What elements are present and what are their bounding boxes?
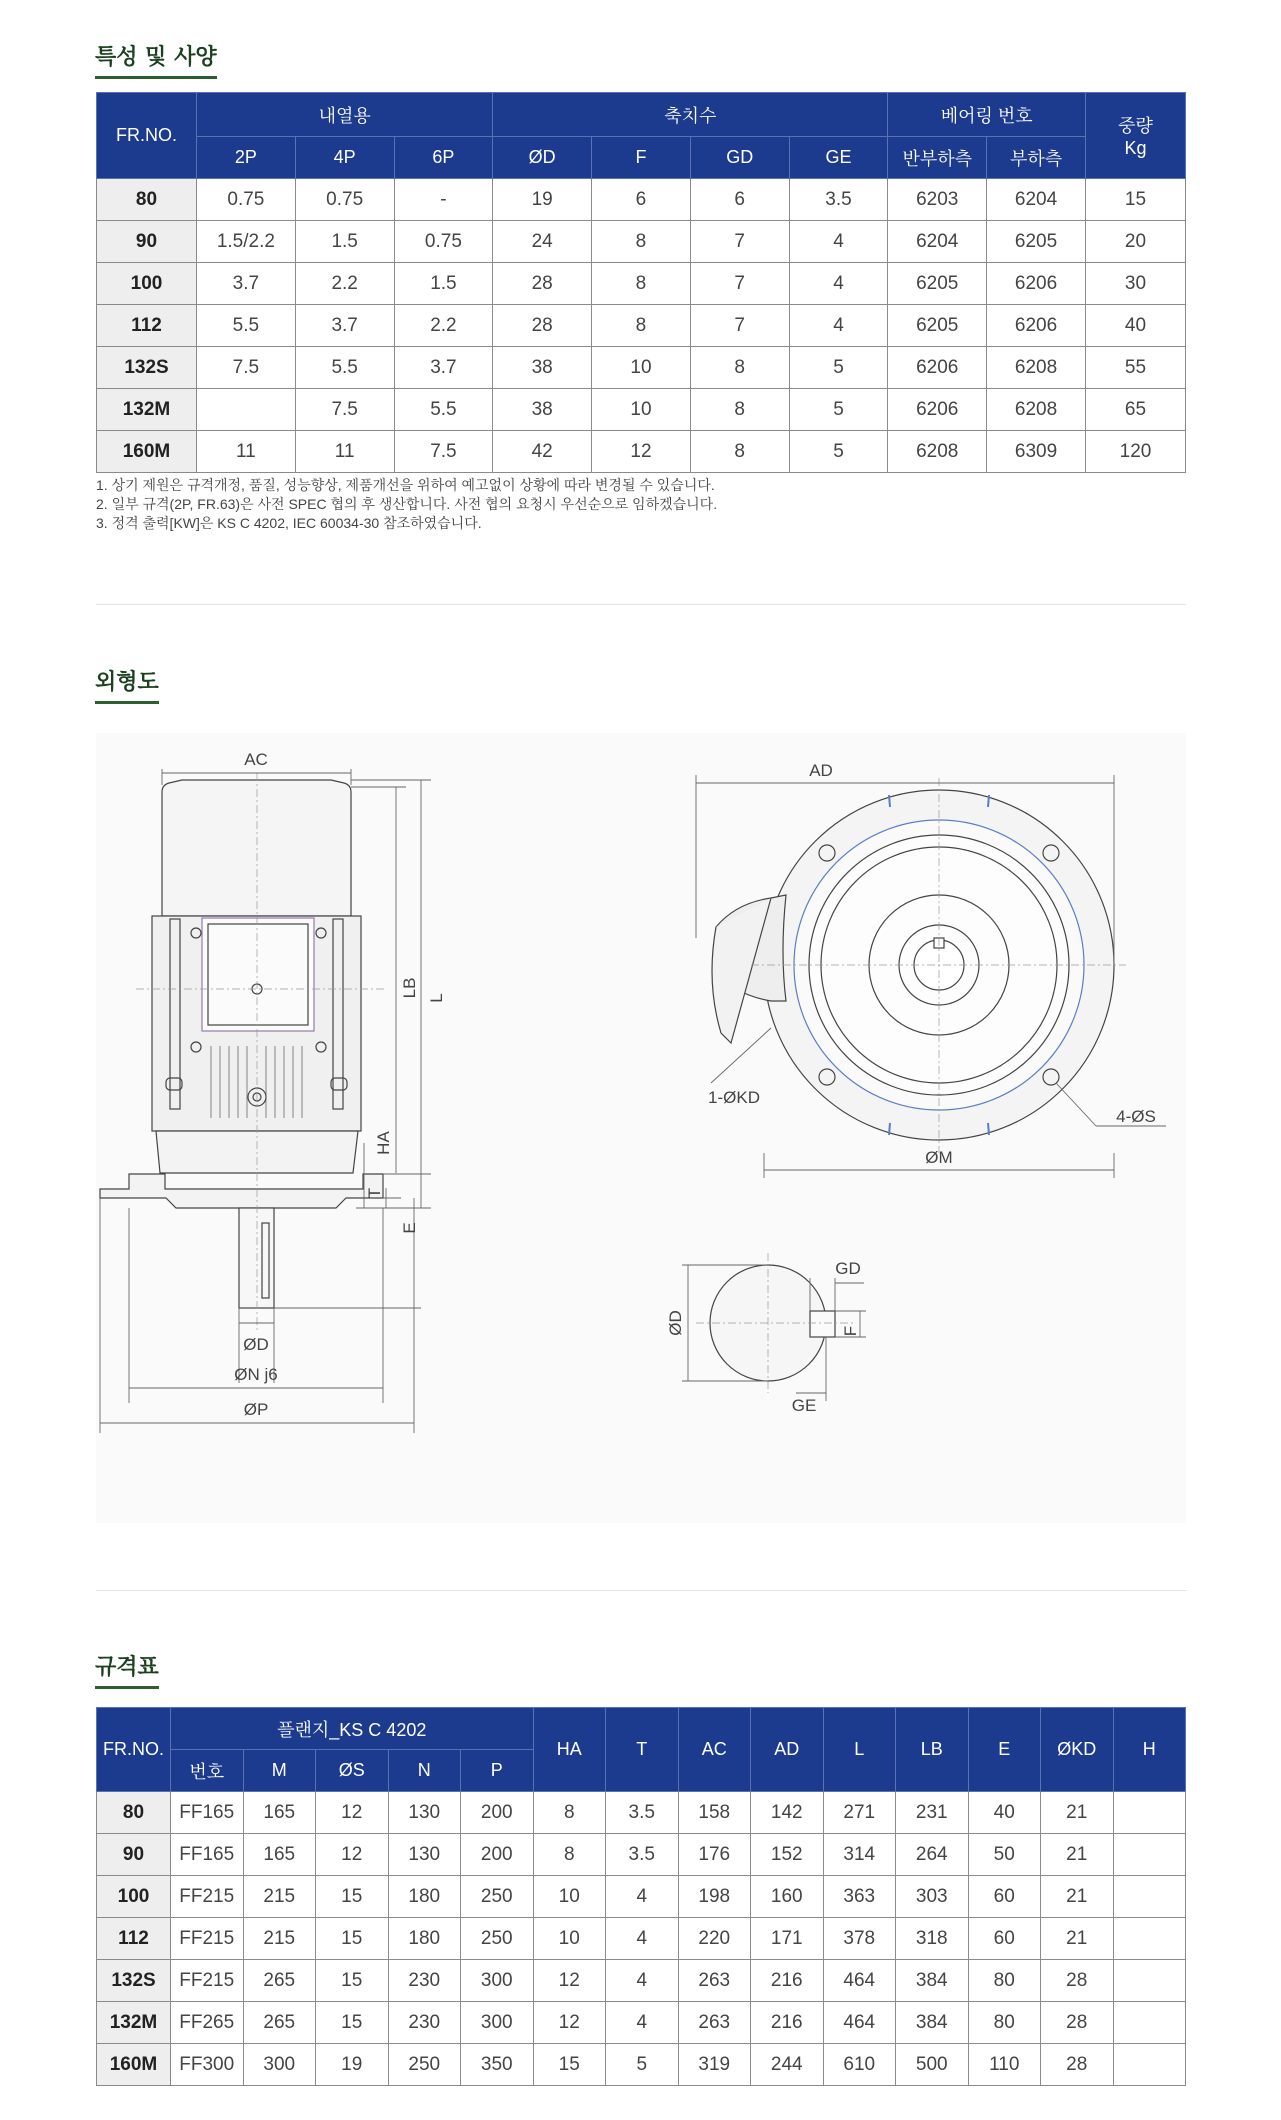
col-header: L xyxy=(823,1708,896,1792)
table-cell: 7.5 xyxy=(197,347,296,389)
table-cell: 38 xyxy=(493,389,592,431)
table-cell: 160 xyxy=(751,1876,824,1918)
row-fr-no: 160M xyxy=(97,2044,171,2086)
table-row xyxy=(97,1834,1186,1876)
table-cell: 19 xyxy=(316,2044,389,2086)
table-cell: 28 xyxy=(493,305,592,347)
col-sub-header: 2P xyxy=(197,137,296,179)
table-cell: 165 xyxy=(243,1792,316,1834)
table-cell: 20 xyxy=(1086,221,1186,263)
table-cell: 28 xyxy=(1041,2002,1114,2044)
table-cell: 19 xyxy=(493,179,592,221)
table-cell: 30 xyxy=(1086,263,1186,305)
table-cell: 142 xyxy=(751,1792,824,1834)
table-row xyxy=(97,1960,1186,2002)
note-3: 3. 정격 출력[KW]은 KS C 4202, IEC 60034-30 참조하였습니다. xyxy=(96,515,482,531)
col-sub-header: M xyxy=(243,1750,316,1792)
table-cell: 464 xyxy=(823,1960,896,2002)
label-ha: HA xyxy=(374,1131,393,1155)
table-cell xyxy=(1113,1918,1186,1960)
table-cell: 6309 xyxy=(987,431,1086,473)
table-cell: 21 xyxy=(1041,1918,1114,1960)
spec-section-title: 특성 및 사양 xyxy=(95,40,217,79)
table-cell: 180 xyxy=(388,1918,461,1960)
table-cell xyxy=(1113,1792,1186,1834)
table-cell: FF215 xyxy=(171,1918,244,1960)
table-cell: 6205 xyxy=(987,221,1086,263)
col-sub-header: GD xyxy=(690,137,789,179)
table-cell: 384 xyxy=(896,2002,969,2044)
table-cell: 12 xyxy=(316,1792,389,1834)
table-cell: 6 xyxy=(592,179,691,221)
table-row xyxy=(97,2044,1186,2086)
table-cell: 165 xyxy=(243,1834,316,1876)
section-divider xyxy=(96,604,1186,605)
table-cell: 3.5 xyxy=(606,1834,679,1876)
row-fr-no: 80 xyxy=(97,179,197,221)
col-group-output: 내열용 xyxy=(197,93,493,137)
table-cell: 4 xyxy=(789,263,888,305)
table-cell: 271 xyxy=(823,1792,896,1834)
table-cell: 216 xyxy=(751,2002,824,2044)
table-cell: 5 xyxy=(789,347,888,389)
table-cell: 8 xyxy=(592,305,691,347)
table-cell: 176 xyxy=(678,1834,751,1876)
table-cell: 6208 xyxy=(987,347,1086,389)
label-om: ØM xyxy=(925,1148,953,1167)
label-ge: GE xyxy=(791,1396,817,1415)
col-sub-header: 부하측 xyxy=(987,137,1086,179)
table-cell: 263 xyxy=(678,2002,751,2044)
col-fr-no: FR.NO. xyxy=(97,1708,171,1792)
table-cell: 6206 xyxy=(888,347,987,389)
label-gd: GD xyxy=(835,1259,861,1278)
label-op: ØP xyxy=(243,1400,269,1419)
table-cell: 152 xyxy=(751,1834,824,1876)
table-cell: 0.75 xyxy=(197,179,296,221)
col-header: LB xyxy=(896,1708,969,1792)
table-cell: 21 xyxy=(1041,1792,1114,1834)
row-fr-no: 132S xyxy=(97,347,197,389)
row-fr-no: 160M xyxy=(97,431,197,473)
table-row xyxy=(97,2002,1186,2044)
table-cell: 15 xyxy=(316,1918,389,1960)
col-header: AC xyxy=(678,1708,751,1792)
shaft-detail xyxy=(666,1253,866,1415)
col-sub-header: 6P xyxy=(394,137,493,179)
table-row xyxy=(97,1876,1186,1918)
table-cell: 264 xyxy=(896,1834,969,1876)
table-cell: 6205 xyxy=(888,305,987,347)
col-sub-header: ØD xyxy=(493,137,592,179)
col-sub-header: 번호 xyxy=(171,1750,244,1792)
table-cell: 50 xyxy=(968,1834,1041,1876)
table-row xyxy=(97,431,1186,473)
table-cell: 384 xyxy=(896,1960,969,2002)
table-cell: 42 xyxy=(493,431,592,473)
table-row xyxy=(97,179,1186,221)
label-od2: ØD xyxy=(666,1310,685,1336)
table-cell: 319 xyxy=(678,2044,751,2086)
table-cell: - xyxy=(394,179,493,221)
row-fr-no: 100 xyxy=(97,263,197,305)
table-cell: 8 xyxy=(533,1834,606,1876)
table-cell: 200 xyxy=(461,1792,534,1834)
table-cell: 40 xyxy=(968,1792,1041,1834)
table-cell xyxy=(1113,1960,1186,2002)
table-cell: 80 xyxy=(968,2002,1041,2044)
table-cell: 4 xyxy=(789,305,888,347)
table-cell: 215 xyxy=(243,1876,316,1918)
table-cell: 265 xyxy=(243,2002,316,2044)
table-cell: 38 xyxy=(493,347,592,389)
table-cell xyxy=(197,389,296,431)
table-cell: 8 xyxy=(690,431,789,473)
table-cell: 263 xyxy=(678,1960,751,2002)
table-cell: 5.5 xyxy=(394,389,493,431)
col-header: AD xyxy=(751,1708,824,1792)
table-cell: 8 xyxy=(592,263,691,305)
table-cell: 21 xyxy=(1041,1834,1114,1876)
table-cell: 8 xyxy=(690,389,789,431)
col-weight-unit: Kg xyxy=(1124,138,1147,158)
table-cell: 1.5/2.2 xyxy=(197,221,296,263)
row-fr-no: 90 xyxy=(97,221,197,263)
table-cell: 6 xyxy=(690,179,789,221)
table-cell: 15 xyxy=(1086,179,1186,221)
table-cell: 300 xyxy=(461,2002,534,2044)
table-cell: 3.5 xyxy=(789,179,888,221)
table-cell: 171 xyxy=(751,1918,824,1960)
col-sub-header: N xyxy=(388,1750,461,1792)
label-e: E xyxy=(400,1222,419,1234)
col-group-shaft: 축치수 xyxy=(493,93,888,137)
note-2: 2. 일부 규격(2P, FR.63)은 사전 SPEC 협의 후 생산합니다. 사전 협의 요청시 우선순으로 임하겠습니다. xyxy=(96,496,718,512)
table-row xyxy=(97,263,1186,305)
table-cell: 318 xyxy=(896,1918,969,1960)
table-cell xyxy=(1113,2002,1186,2044)
col-sub-header: GE xyxy=(789,137,888,179)
row-fr-no: 132M xyxy=(97,389,197,431)
outline-section-title: 외형도 xyxy=(95,665,159,704)
table-cell: 7 xyxy=(690,305,789,347)
col-header: HA xyxy=(533,1708,606,1792)
table-row xyxy=(97,305,1186,347)
table-cell: 4 xyxy=(606,1918,679,1960)
table-cell: 120 xyxy=(1086,431,1186,473)
label-on: ØN j6 xyxy=(234,1365,278,1384)
table-cell: 231 xyxy=(896,1792,969,1834)
table-cell: 2.2 xyxy=(295,263,394,305)
table-cell: 250 xyxy=(388,2044,461,2086)
label-l: L xyxy=(427,993,446,1003)
table-cell: 7 xyxy=(690,263,789,305)
table-cell: 130 xyxy=(388,1792,461,1834)
table-cell: 28 xyxy=(1041,1960,1114,2002)
table-cell: 300 xyxy=(461,1960,534,2002)
spec-notes xyxy=(96,476,717,533)
table-cell: 4 xyxy=(606,1876,679,1918)
table-cell: 65 xyxy=(1086,389,1186,431)
table-cell: 4 xyxy=(789,221,888,263)
table-cell: 363 xyxy=(823,1876,896,1918)
table-cell: 15 xyxy=(533,2044,606,2086)
table-cell: 15 xyxy=(316,1876,389,1918)
size-table xyxy=(96,1707,1186,2086)
table-cell: 21 xyxy=(1041,1876,1114,1918)
table-cell: 10 xyxy=(592,347,691,389)
table-cell: 5 xyxy=(789,431,888,473)
table-row xyxy=(97,347,1186,389)
table-cell: FF300 xyxy=(171,2044,244,2086)
col-group-bearing: 베어링 번호 xyxy=(888,93,1086,137)
table-cell: 180 xyxy=(388,1876,461,1918)
table-cell: 314 xyxy=(823,1834,896,1876)
table-cell: 10 xyxy=(592,389,691,431)
label-f: F xyxy=(841,1325,860,1337)
table-cell: 12 xyxy=(533,1960,606,2002)
col-header: E xyxy=(968,1708,1041,1792)
table-cell: 4 xyxy=(606,1960,679,2002)
table-cell: 60 xyxy=(968,1876,1041,1918)
col-header: H xyxy=(1113,1708,1186,1792)
table-cell: 28 xyxy=(1041,2044,1114,2086)
table-cell: 5.5 xyxy=(197,305,296,347)
table-cell: 158 xyxy=(678,1792,751,1834)
table-cell: 610 xyxy=(823,2044,896,2086)
table-cell: 0.75 xyxy=(394,221,493,263)
row-fr-no: 132M xyxy=(97,2002,171,2044)
section-divider xyxy=(96,1590,1186,1591)
table-cell: 216 xyxy=(751,1960,824,2002)
col-weight xyxy=(1086,93,1186,179)
motor-front-view xyxy=(696,761,1166,1178)
table-cell: 230 xyxy=(388,1960,461,2002)
label-ad: AD xyxy=(809,761,833,780)
row-fr-no: 132S xyxy=(97,1960,171,2002)
col-header: T xyxy=(606,1708,679,1792)
row-fr-no: 90 xyxy=(97,1834,171,1876)
col-fr-no: FR.NO. xyxy=(97,93,197,179)
table-cell: 6208 xyxy=(987,389,1086,431)
table-cell: 12 xyxy=(316,1834,389,1876)
table-cell: 8 xyxy=(533,1792,606,1834)
table-cell: 4 xyxy=(606,2002,679,2044)
table-cell: 11 xyxy=(197,431,296,473)
table-cell: 12 xyxy=(592,431,691,473)
table-cell: 6205 xyxy=(888,263,987,305)
table-cell: 8 xyxy=(690,347,789,389)
table-cell: 215 xyxy=(243,1918,316,1960)
col-sub-header: 반부하측 xyxy=(888,137,987,179)
table-cell: 6206 xyxy=(987,305,1086,347)
table-cell xyxy=(1113,2044,1186,2086)
table-cell: FF165 xyxy=(171,1834,244,1876)
table-cell: 265 xyxy=(243,1960,316,2002)
table-cell: 464 xyxy=(823,2002,896,2044)
table-cell: 7.5 xyxy=(295,389,394,431)
table-cell: 198 xyxy=(678,1876,751,1918)
table-cell: FF215 xyxy=(171,1876,244,1918)
table-cell: 55 xyxy=(1086,347,1186,389)
label-lb: LB xyxy=(400,977,419,999)
table-cell: FF215 xyxy=(171,1960,244,2002)
row-fr-no: 112 xyxy=(97,1918,171,1960)
table-cell: 15 xyxy=(316,2002,389,2044)
table-cell: 12 xyxy=(533,2002,606,2044)
label-od: ØD xyxy=(243,1335,269,1354)
table-row xyxy=(97,389,1186,431)
col-sub-header: 4P xyxy=(295,137,394,179)
row-fr-no: 100 xyxy=(97,1876,171,1918)
table-cell: 1.5 xyxy=(295,221,394,263)
table-cell: 2.2 xyxy=(394,305,493,347)
table-cell: 350 xyxy=(461,2044,534,2086)
table-cell: 28 xyxy=(493,263,592,305)
label-ac: AC xyxy=(244,750,268,769)
table-cell: 130 xyxy=(388,1834,461,1876)
col-weight-label: 중량 xyxy=(1118,116,1153,136)
table-row xyxy=(97,221,1186,263)
table-cell: 1.5 xyxy=(394,263,493,305)
outline-drawing xyxy=(96,733,1186,1523)
table-cell: 15 xyxy=(316,1960,389,2002)
table-cell: 6203 xyxy=(888,179,987,221)
size-section-title: 규격표 xyxy=(95,1650,159,1689)
col-sub-header: ØS xyxy=(316,1750,389,1792)
table-cell: 11 xyxy=(295,431,394,473)
table-cell: 200 xyxy=(461,1834,534,1876)
table-cell: 230 xyxy=(388,2002,461,2044)
table-cell: 80 xyxy=(968,1960,1041,2002)
spec-table xyxy=(96,92,1186,473)
col-sub-header: P xyxy=(461,1750,534,1792)
table-cell: 244 xyxy=(751,2044,824,2086)
label-s: 4-ØS xyxy=(1116,1107,1156,1126)
table-cell: 6206 xyxy=(987,263,1086,305)
col-header: ØKD xyxy=(1041,1708,1114,1792)
label-t: T xyxy=(365,1187,384,1199)
table-cell: 8 xyxy=(592,221,691,263)
table-cell: 5 xyxy=(789,389,888,431)
table-cell: 6204 xyxy=(987,179,1086,221)
col-sub-header: F xyxy=(592,137,691,179)
note-1: 1. 상기 제원은 규격개정, 품질, 성능향상, 제품개선을 위하여 예고없이 상황에 따라 변경될 수 있습니다. xyxy=(96,477,715,493)
table-cell: 3.7 xyxy=(295,305,394,347)
table-cell: 5 xyxy=(606,2044,679,2086)
table-cell: 40 xyxy=(1086,305,1186,347)
table-cell: 7 xyxy=(690,221,789,263)
table-cell xyxy=(1113,1876,1186,1918)
table-row xyxy=(97,1918,1186,1960)
table-cell: 10 xyxy=(533,1918,606,1960)
row-fr-no: 80 xyxy=(97,1792,171,1834)
motor-side-view xyxy=(100,750,446,1433)
table-cell: 110 xyxy=(968,2044,1041,2086)
table-cell: 6208 xyxy=(888,431,987,473)
table-cell: 5.5 xyxy=(295,347,394,389)
table-cell: 378 xyxy=(823,1918,896,1960)
table-cell: 500 xyxy=(896,2044,969,2086)
table-row xyxy=(97,1792,1186,1834)
table-cell: FF165 xyxy=(171,1792,244,1834)
table-cell: 6204 xyxy=(888,221,987,263)
table-cell: 3.7 xyxy=(394,347,493,389)
table-cell: 6206 xyxy=(888,389,987,431)
table-cell: 250 xyxy=(461,1876,534,1918)
table-cell: 7.5 xyxy=(394,431,493,473)
table-cell: 3.5 xyxy=(606,1792,679,1834)
table-cell: 3.7 xyxy=(197,263,296,305)
row-fr-no: 112 xyxy=(97,305,197,347)
table-cell: 300 xyxy=(243,2044,316,2086)
table-cell: 220 xyxy=(678,1918,751,1960)
table-cell: 250 xyxy=(461,1918,534,1960)
table-cell xyxy=(1113,1834,1186,1876)
table-cell: 0.75 xyxy=(295,179,394,221)
table-cell: 24 xyxy=(493,221,592,263)
col-group-flange: 플랜지_KS C 4202 xyxy=(171,1708,534,1750)
table-cell: 303 xyxy=(896,1876,969,1918)
table-cell: 10 xyxy=(533,1876,606,1918)
label-kd: 1-ØKD xyxy=(708,1088,760,1107)
table-cell: 60 xyxy=(968,1918,1041,1960)
table-cell: FF265 xyxy=(171,2002,244,2044)
